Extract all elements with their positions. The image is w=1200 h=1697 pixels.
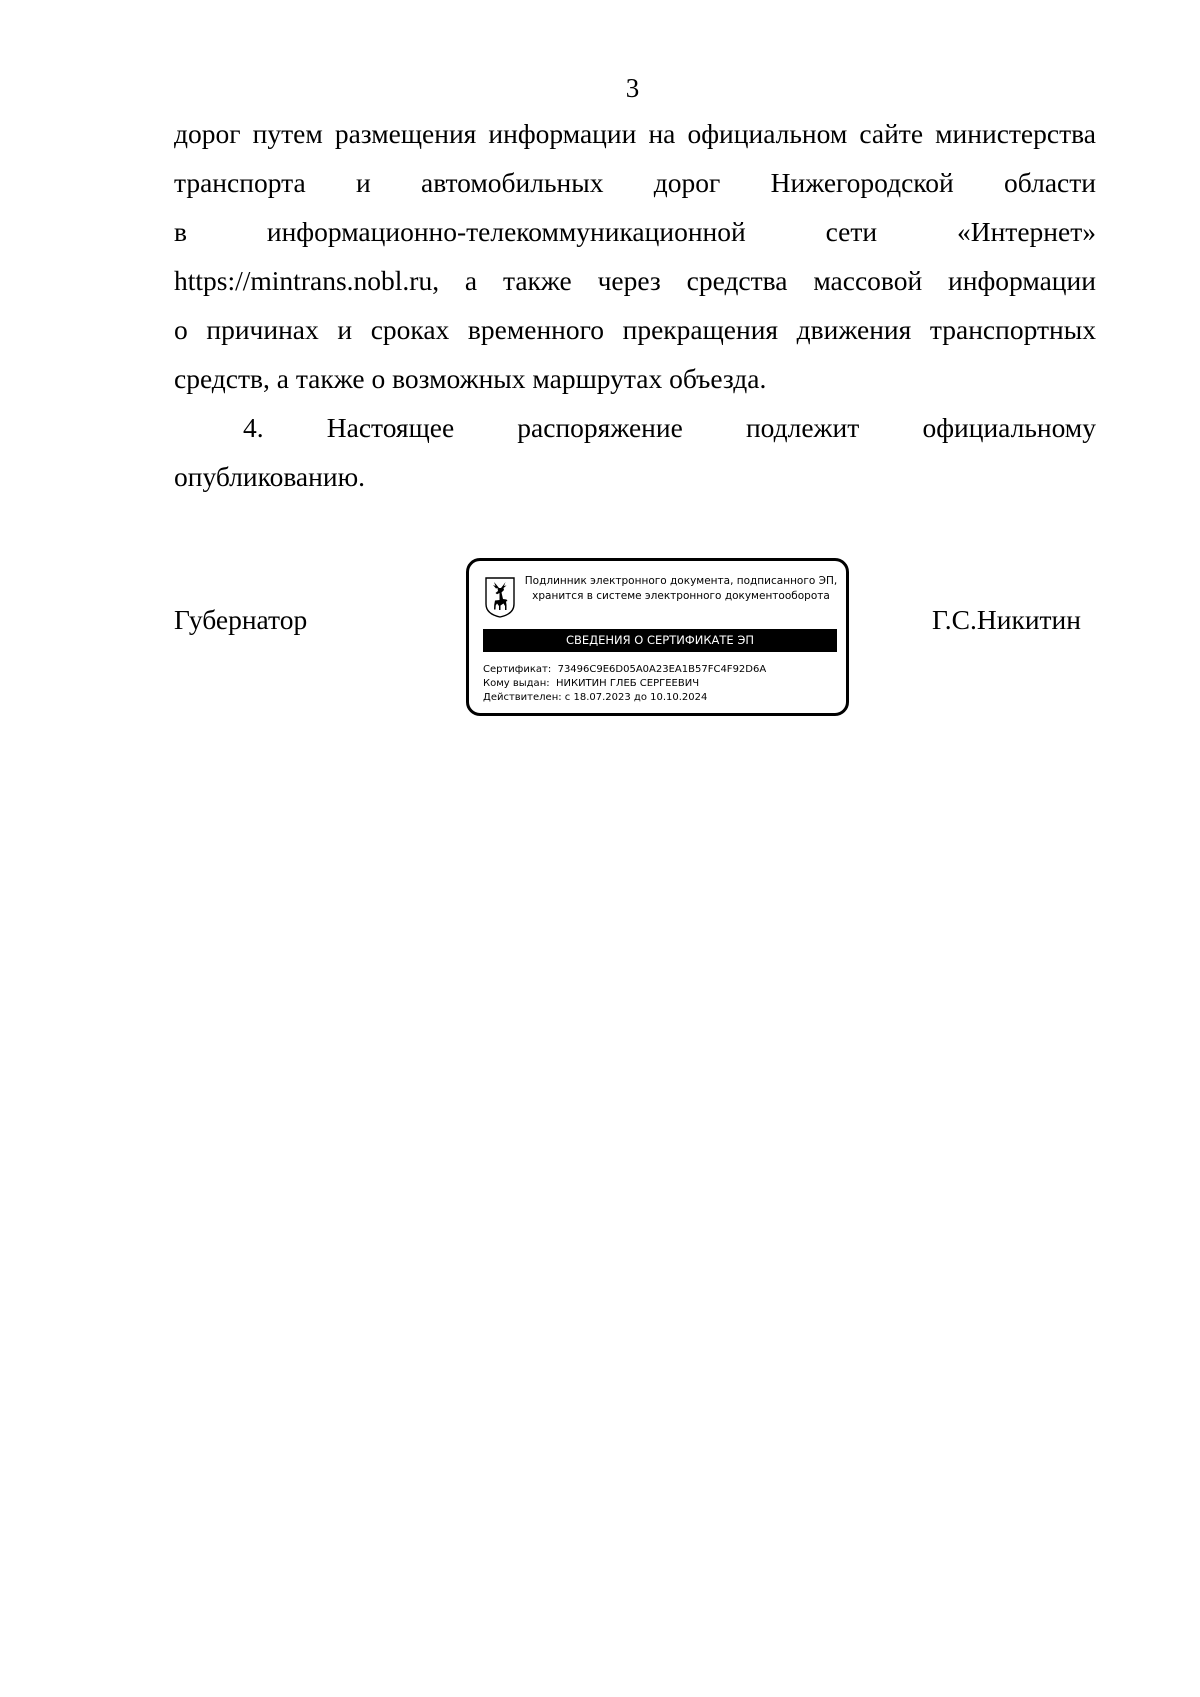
text-line: транспорта и автомобильных дорог Нижегородской области	[174, 167, 1096, 198]
electronic-signature-stamp	[466, 558, 849, 716]
signatory-name: Г.С.Никитин	[932, 604, 1081, 635]
text-line: о причинах и сроках временного прекращения движения транспортных	[174, 314, 1096, 345]
text-line: опубликованию.	[174, 461, 365, 492]
nizhny-novgorod-deer-emblem-icon	[484, 576, 516, 618]
validity-row: Действителен: с 18.07.2023 до 10.10.2024	[483, 692, 708, 703]
certificate-row: Сертификат: 73496C9E6D05A0A23EA1B57FC4F92D6A	[483, 664, 767, 675]
certificate-number: 73496C9E6D05A0A23EA1B57FC4F92D6A	[557, 664, 767, 675]
text-line: в информационно-телекоммуникационной сети «Интернет»	[174, 216, 1096, 247]
page-number: 3	[625, 73, 640, 103]
signatory-title: Губернатор	[174, 604, 308, 635]
website-url-text: https://mintrans.nobl.ru,	[174, 265, 440, 296]
document-body	[174, 109, 1096, 501]
text-line: дорог путем размещения информации на официальном сайте министерства	[174, 118, 1096, 149]
paragraph-4	[174, 403, 1096, 501]
text-line: средств, а также о возможных маршрутах объезда.	[174, 363, 767, 394]
item-number: 4.	[243, 412, 264, 443]
issued-to-value: НИКИТИН ГЛЕБ СЕРГЕЕВИЧ	[555, 678, 700, 689]
issued-to-row: Кому выдан: НИКИТИН ГЛЕБ СЕРГЕЕВИЧ	[483, 678, 700, 689]
stamp-header: Подлинник электронного документа, подписанного ЭП, хранится в системе электронного документооборота	[524, 575, 838, 602]
text-line: https://mintrans.nobl.ru, а также через средства массовой информации	[174, 256, 1096, 305]
certificate-details	[483, 663, 766, 705]
certificate-info-bar: СВЕДЕНИЯ О СЕРТИФИКАТЕ ЭП	[483, 629, 837, 652]
validity-value: с 18.07.2023 до 10.10.2024	[564, 692, 708, 703]
paragraph-3	[174, 109, 1096, 403]
text-line: 4. Настоящее распоряжение подлежит официальному	[174, 403, 1096, 452]
